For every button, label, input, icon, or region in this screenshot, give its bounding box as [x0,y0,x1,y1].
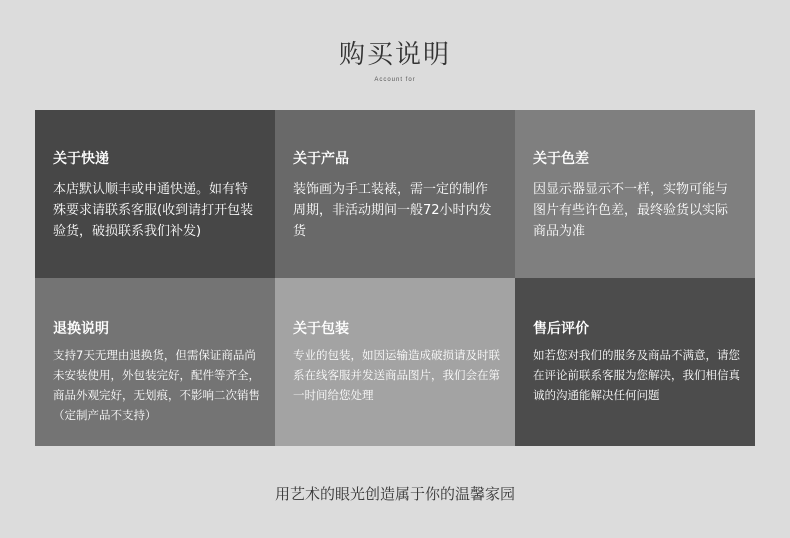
card-text: 本店默认顺丰或申通快递。如有特殊要求请联系客服(收到请打开包装验货，破损联系我们补发) [53,182,254,239]
card-text: 专业的包装，如因运输造成破损请及时联系在线客服并发送商品图片，我们会在第一时间给您处理 [293,348,500,402]
card-title: 售后评价 [533,321,589,337]
card-text: 因显示器显示不一样，实物可能与图片有些许色差，最终验货以实际商品为准 [533,182,729,239]
info-card-product [275,110,515,278]
card-title: 关于包装 [293,321,349,337]
page-title: 购买说明 [338,40,451,70]
footer-slogan: 用艺术的眼光创造属于你的温馨家园 [274,485,515,503]
info-card-returns [35,278,275,446]
card-title: 退换说明 [53,321,109,337]
card-title: 关于快递 [53,151,109,167]
card-text: 支持7天无理由退换货，但需保证商品尚未安装使用，外包装完好，配件等齐全，商品外观完好，无划痕，不影响二次销售（定制产品不支持） [53,348,260,422]
info-card-aftersales [515,278,755,446]
info-card-packaging [275,278,515,446]
card-title: 关于产品 [293,151,349,167]
card-title: 关于色差 [533,151,589,167]
info-card-color [515,110,755,278]
info-card-delivery [35,110,275,278]
card-text: 如若您对我们的服务及商品不满意，请您在评论前联系客服为您解决，我们相信真诚的沟通能解决任何问题 [533,348,740,402]
card-text: 装饰画为手工装裱，需一定的制作周期，非活动期间一般72小时内发货 [293,182,492,239]
page-subtitle: Account for [374,77,416,83]
info-grid [35,110,755,446]
